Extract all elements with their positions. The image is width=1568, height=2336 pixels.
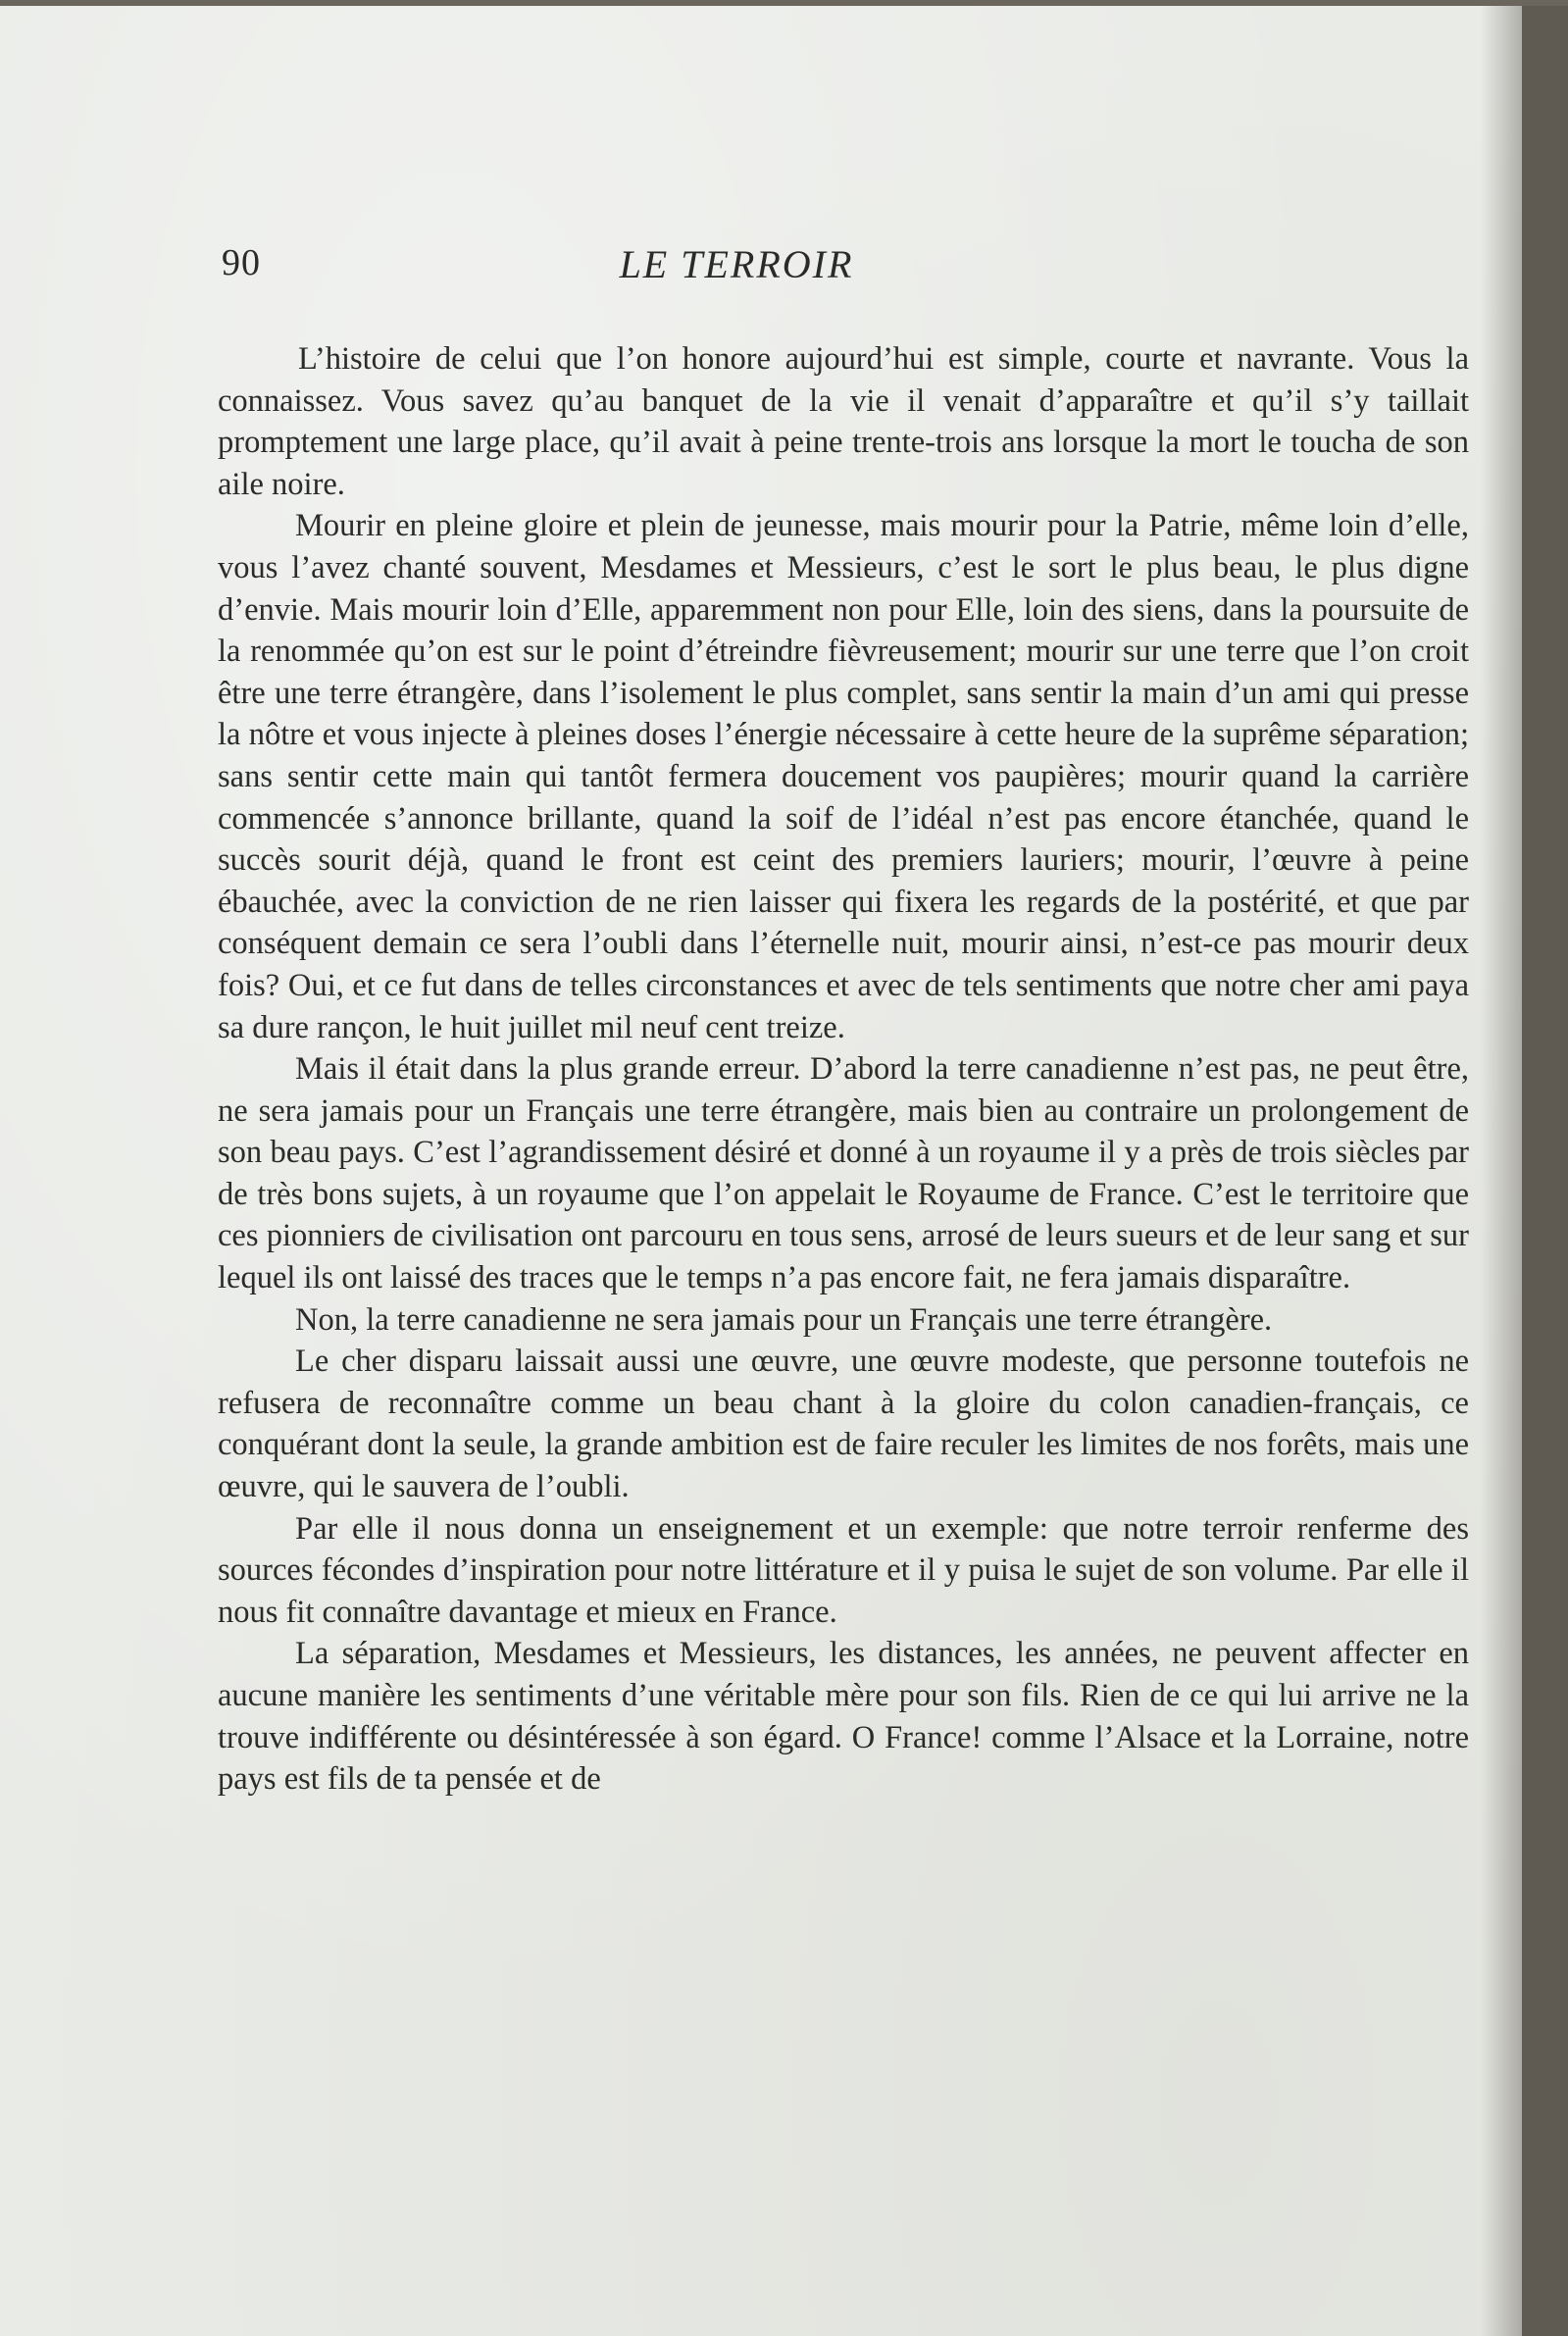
page-header	[222, 241, 1467, 296]
paragraph: Mourir en pleine gloire et plein de jeunesse, mais mourir pour la Patrie, même loin d’elle, vous l’avez chanté souvent, Mesdames et Messieurs, c’est le sort le plus beau, le plus digne d’envie. Mais mourir loin d’Elle, apparemment non pour Elle, loin des siens, dans la poursuite de la renommée qu’on est sur le point d’étreindre fièvreusement; mourir sur une terre que l’on croit être une terre étrangère, dans l’isolement le plus complet, sans sentir la main d’un ami qui presse la nôtre et vous injecte à pleines doses l’énergie nécessaire à cette heure de la suprême séparation; sans sentir cette main qui tantôt fermera doucement vos paupières; mourir quand la carrière commencée s’annonce brillante, quand la soif de l’idéal n’est pas encore étanchée, quand le succès sourit déjà, quand le front est ceint des premiers lauriers; mourir, l’œuvre à peine ébauchée, avec la conviction de ne rien laisser qui fixera les regards de la postérité, et que par conséquent demain ce sera l’oubli dans l’éternelle nuit, mourir ainsi, n’est-ce pas mourir deux fois? Oui, et ce fut dans de telles circonstances et avec de tels sentiments que notre cher ami paya sa dure rançon, le huit juillet mil neuf cent treize.	[218, 508, 1469, 1045]
paragraph: Mais il était dans la plus grande erreur. D’abord la terre canadienne n’est pas, ne peut être, ne sera jamais pour un Français une terre étrangère, mais bien au contraire un prolongement de son beau pays. C’est l’agrandissement désiré et donné à un royaume il y a près de trois siècles par de très bons sujets, à un royaume que l’on appelait le Royaume de France. C’est le territoire que ces pionniers de civilisation ont parcouru en tous sens, arrosé de leurs sueurs et de leur sang et sur lequel ils ont laissé des traces que le temps n’a pas encore fait, ne fera jamais disparaître.	[218, 1051, 1469, 1296]
paragraph: Le cher disparu laissait aussi une œuvre, une œuvre modeste, que personne toutefois ne refusera de reconnaître comme un beau chant à la gloire du colon canadien-français, ce conquérant dont la seule, la grande ambition est de faire reculer les limites de nos forêts, mais une œuvre, qui le sauvera de l’oubli.	[218, 1344, 1469, 1505]
page-gutter-shadow	[1481, 6, 1522, 2336]
body-text	[218, 338, 1469, 1801]
paragraph: L’histoire de celui que l’on honore aujourd’hui est simple, courte et navrante. Vous la connaissez. Vous savez qu’au banquet de la vie il venait d’apparaître et qu’il s’y taillait promptement une large place, qu’il avait à peine trente-trois ans lorsque la mort le toucha de son aile noire.	[218, 341, 1469, 502]
paragraph: Non, la terre canadienne ne sera jamais pour un Français une terre étrangère.	[295, 1301, 1273, 1338]
paragraph: La séparation, Mesdames et Messieurs, les distances, les années, ne peuvent affecter en aucune manière les sentiments d’une véritable mère pour son fils. Rien de ce qui lui arrive ne la trouve indifférente ou désintéressée à son égard. O France! comme l’Alsace et la Lorraine, notre pays est fils de ta pensée et de	[218, 1636, 1469, 1798]
page-number: 90	[222, 242, 261, 283]
running-title: LE TERROIR	[619, 242, 854, 286]
paragraph: Par elle il nous donna un enseignement et un exemple: que notre terroir renferme des sources fécondes d’inspiration pour notre littérature et il y puisa le sujet de son volume. Par elle il nous fit connaître davantage et mieux en France.	[218, 1510, 1469, 1630]
